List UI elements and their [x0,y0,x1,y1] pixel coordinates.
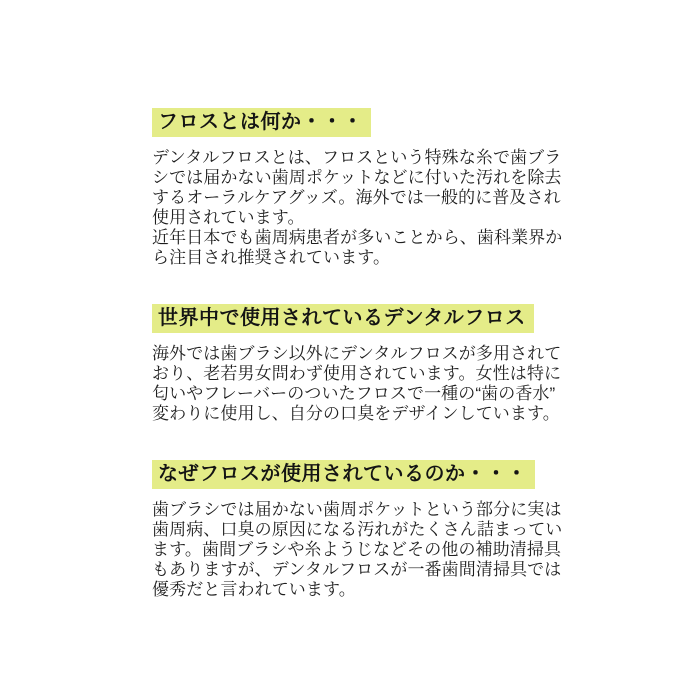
text-line: 匂いやフレーバーのついたフロスで一種の“歯の香水” [152,384,556,403]
section-heading: 世界中で使用されているデンタルフロス [152,304,534,333]
text-line: デンタルフロスとは、フロスという特殊な糸で歯ブラ [152,148,562,167]
text-line: おり、老若男女問わず使用されています。女性は特に [152,364,562,383]
text-line: 優秀だと言われています。 [152,580,356,599]
text-line: ら注目され推奨されています。 [152,248,391,267]
text-line: もありますが、デンタルフロスが一番歯間清掃具では [152,560,562,579]
article [152,108,582,600]
text-line: 近年日本でも歯周病患者が多いことから、歯科業界か [152,228,563,247]
text-line: ます。歯間ブラシや糸ようじなどその他の補助清掃具 [152,540,562,559]
text-line: 使用されています。 [152,208,305,227]
text-line: シでは届かない歯周ポケットなどに付いた汚れを除去 [152,168,562,187]
section-heading: フロスとは何か・・・ [152,108,371,137]
text-line: 歯周病、口臭の原因になる汚れがたくさん詰まってい [152,520,563,539]
section-heading: なぜフロスが使用されているのか・・・ [152,460,535,489]
section-body [152,148,582,268]
section-why-floss [152,460,582,600]
text-line: 海外では歯ブラシ以外にデンタルフロスが多用されて [152,344,562,363]
text-line: 歯ブラシでは届かない歯周ポケットという部分に実は [152,500,562,519]
section-worldwide-use [152,304,582,424]
section-what-is-floss [152,108,582,268]
section-body [152,344,582,424]
section-body [152,500,582,600]
text-line: 変わりに使用し、自分の口臭をデザインしています。 [152,404,560,423]
text-line: するオーラルケアグッズ。海外では一般的に普及され [152,188,561,207]
